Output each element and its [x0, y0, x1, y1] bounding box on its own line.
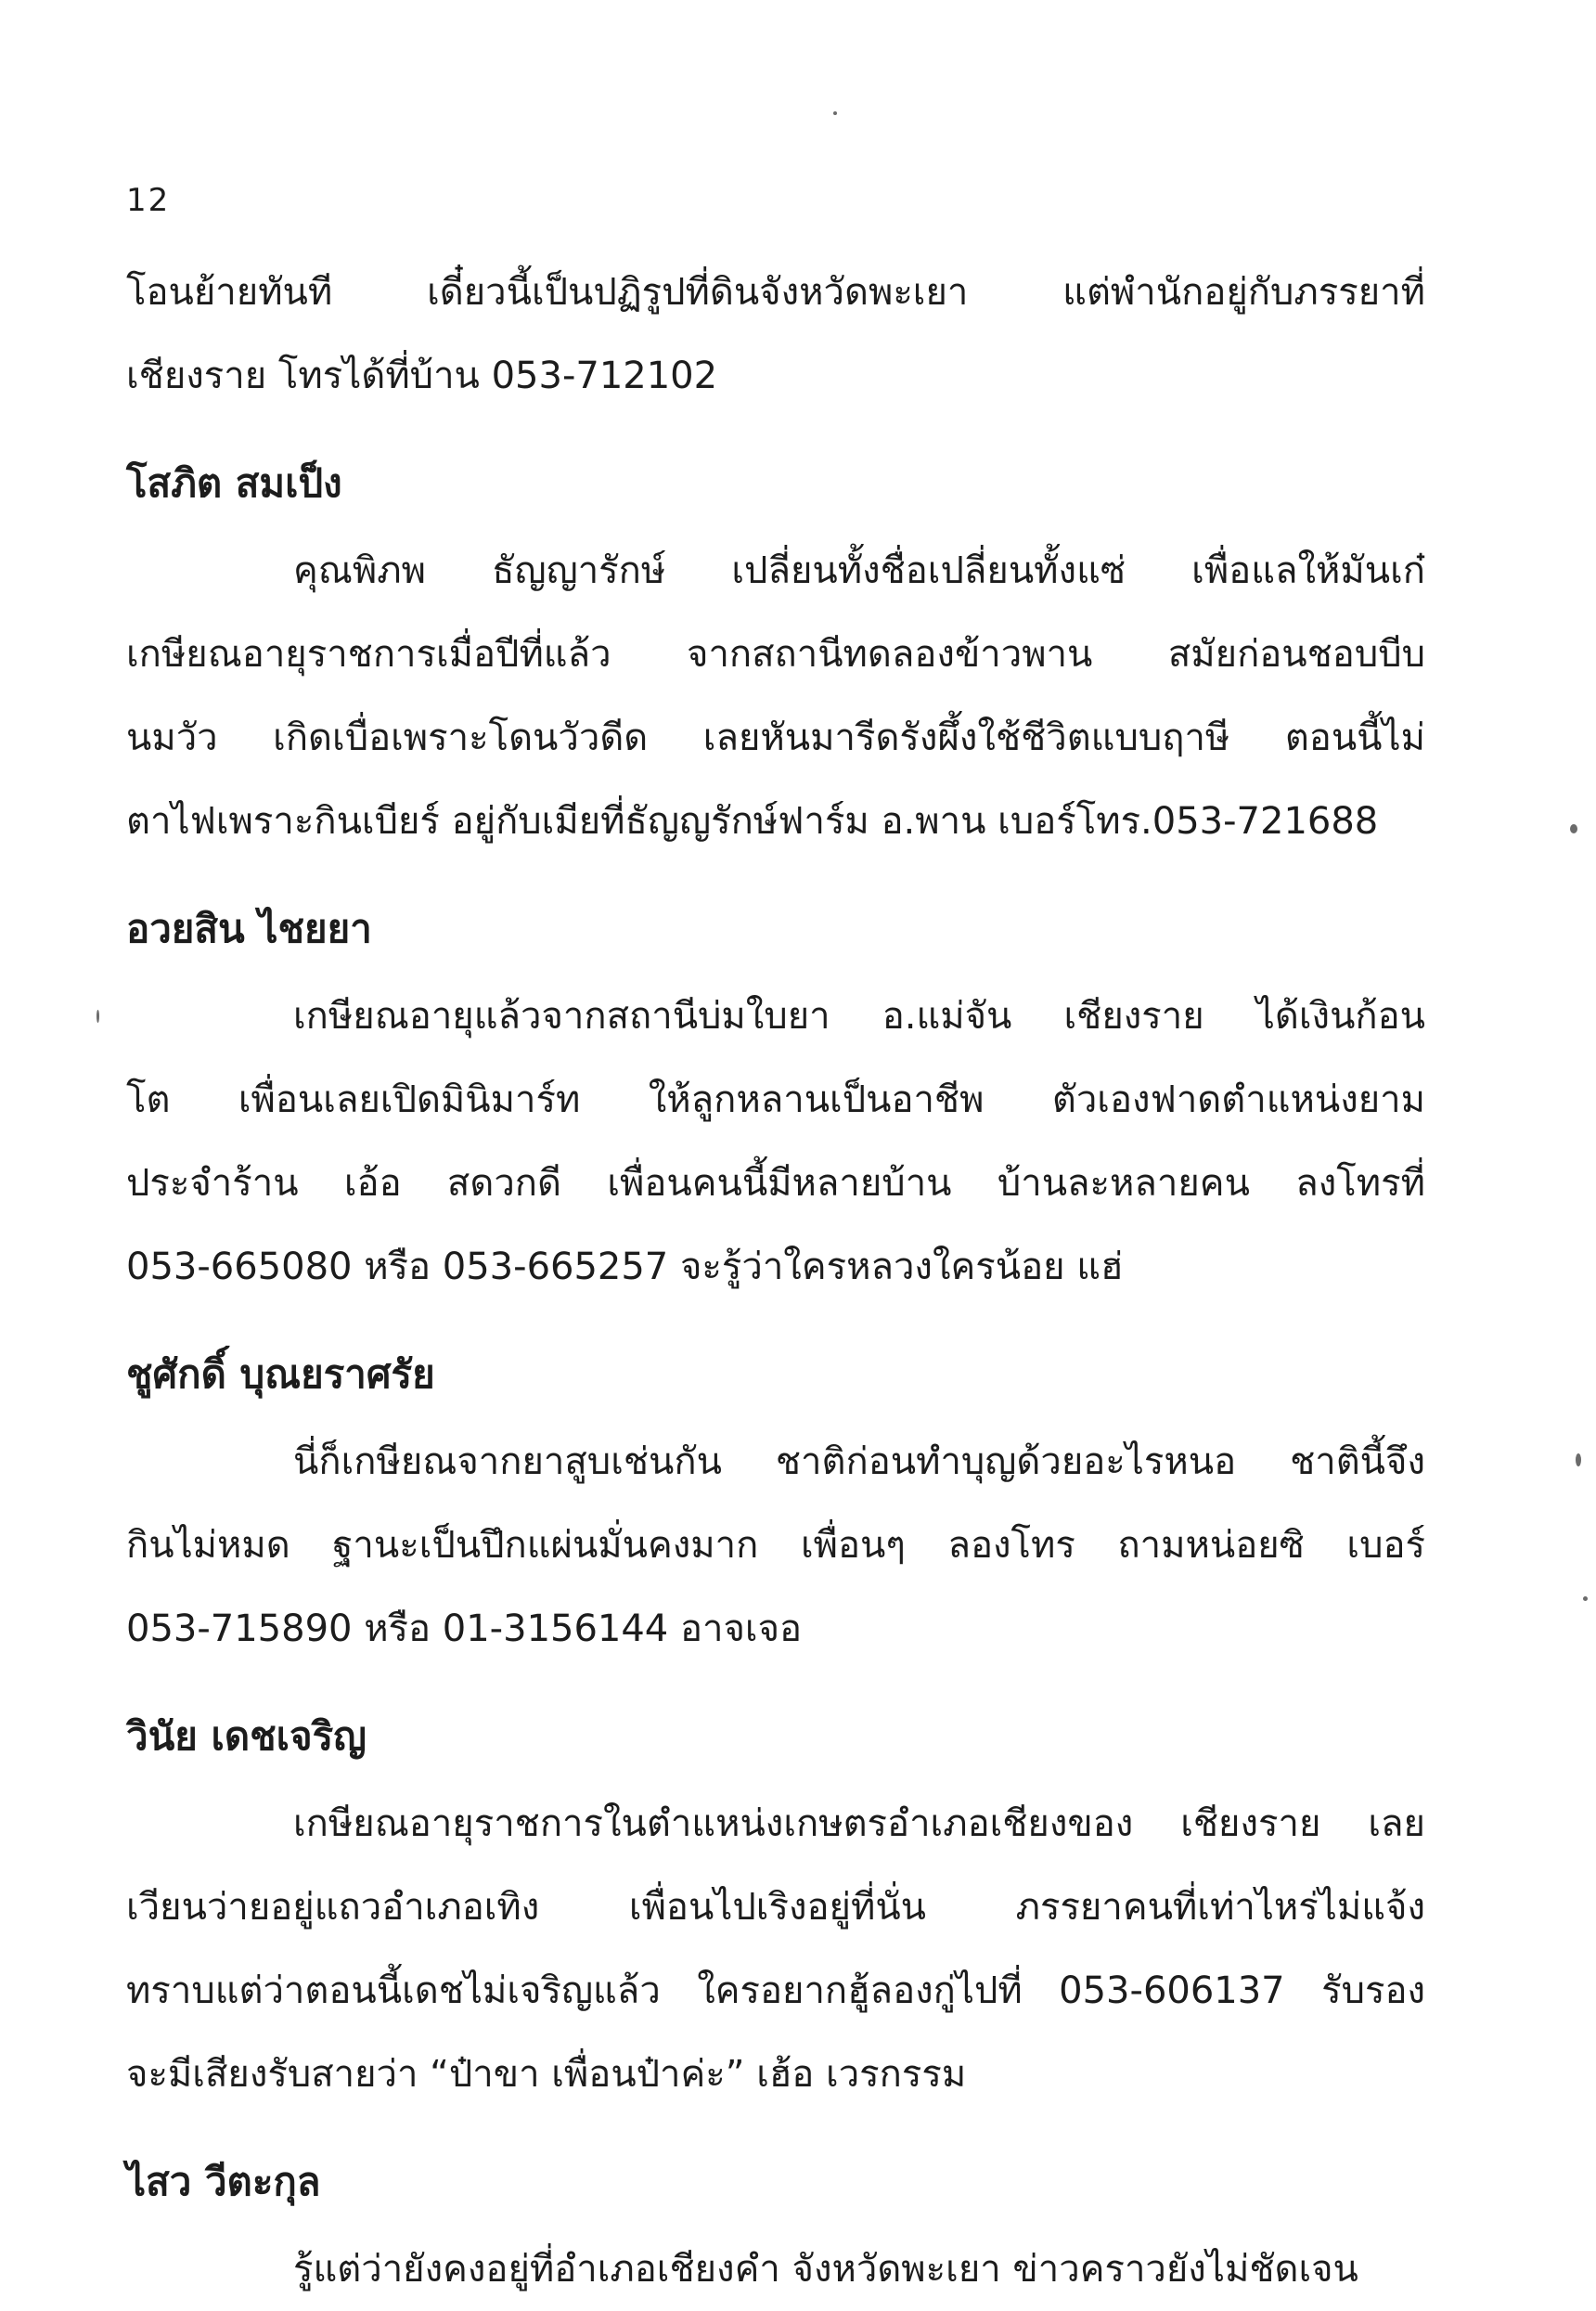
entry-section	[126, 1333, 1425, 1671]
paragraph-line: ประจำร้าน เอ้อ สดวกดี เพื่อนคนนี้มีหลายบ้าน บ้านละหลายคน ลงโทรที่	[126, 1162, 1425, 1205]
scan-speck	[833, 111, 837, 115]
paragraph-line: โอนย้ายทันที เดี๋ยวนี้เป็นปฏิรูปที่ดินจังหวัดพะเยา แต่พำนักอยู่กับภรรยาที่	[126, 271, 1425, 314]
paragraph-line: 053-665080 หรือ 053-665257 จะรู้ว่าใครหลวงใครน้อย แฮ่	[126, 1246, 1124, 1288]
paragraph-line: เวียนว่ายอยู่แถวอำเภอเทิง เพื่อนไปเริงอยู่ที่นั่น ภรรยาคนที่เท่าไหร่ไม่แจ้ง	[126, 1886, 1425, 1929]
scan-speck	[1583, 1596, 1588, 1601]
scan-speck	[1576, 1453, 1581, 1466]
entry-section	[126, 887, 1425, 1309]
paragraph-line: นี่ก็เกษียณจากยาสูบเช่นกัน ชาติก่อนทำบุญด้วยอะไรหนอ ชาตินี้จึง	[293, 1440, 1425, 1483]
entry-name: อวยสิน ไชยยา	[126, 906, 372, 951]
scan-speck	[97, 1010, 99, 1023]
paragraph-line: เกษียณอายุราชการในตำแหน่งเกษตรอำเภอเชียงของ เชียงราย เลย	[293, 1802, 1425, 1845]
paragraph-line: เกษียณอายุราชการเมื่อปีที่แล้ว จากสถานีทดลองข้าวพาน สมัยก่อนชอบบีบ	[126, 633, 1425, 676]
paragraph-line: รู้แต่ว่ายังคงอยู่ที่อำเภอเชียงคำ จังหวัดพะเยา ข่าวคราวยังไม่ชัดเจน	[293, 2248, 1358, 2291]
scan-speck	[1570, 824, 1577, 833]
entry-section	[126, 442, 1425, 863]
paragraph-line: กินไม่หมด ฐานะเป็นปึกแผ่นมั่นคงมาก เพื่อนๆ ลองโทร ถามหน่อยซิ เบอร์	[126, 1524, 1425, 1567]
paragraph-line: จะมีเสียงรับสายว่า “ป๋าขา เพื่อนป๋าค่ะ” เฮ้อ เวรกรรม	[126, 2053, 967, 2096]
paragraph-line: 053-715890 หรือ 01-3156144 อาจเจอ	[126, 1607, 803, 1650]
entry-name: วินัย เดชเจริญ	[126, 1713, 367, 1759]
paragraph-line: ตาไฟเพราะกินเบียร์ อยู่กับเมียที่ธัญญรักษ์ฟาร์ม อ.พาน เบอร์โทร.053-721688	[126, 800, 1379, 843]
paragraph-line: เกษียณอายุแล้วจากสถานีบ่มใบยา อ.แม่จัน เชียงราย ได้เงินก้อน	[293, 995, 1425, 1038]
paragraph-line: เชียงราย โทรได้ที่บ้าน 053-712102	[126, 355, 718, 397]
intro-paragraph	[126, 251, 1425, 418]
entry-section	[126, 2140, 1425, 2311]
entry-name: ไสว วีตะกุล	[126, 2159, 321, 2204]
entry-name: ชูศักดิ์ บุณยราศรัย	[126, 1351, 435, 1397]
page-content	[126, 251, 1425, 2311]
paragraph-line: ทราบแต่ว่าตอนนี้เดชไม่เจริญแล้ว ใครอยากฮู้ลองกู่ไปที่ 053-606137 รับรอง	[126, 1969, 1425, 2012]
paragraph-line: โต เพื่อนเลยเปิดมินิมาร์ท ให้ลูกหลานเป็นอาชีพ ตัวเองฟาดตำแหน่งยาม	[126, 1078, 1425, 1121]
entry-section	[126, 1695, 1425, 2116]
entry-name: โสภิต สมเป็ง	[126, 460, 342, 506]
page-number: 12	[126, 182, 171, 219]
paragraph-line: คุณพิภพ ธัญญารักษ์ เปลี่ยนทั้งชื่อเปลี่ยนทั้งแซ่ เพื่อแลให้มันเก๋	[293, 549, 1425, 592]
paragraph-line: นมวัว เกิดเบื่อเพราะโดนวัวดีด เลยหันมารีดรังผึ้งใช้ชีวิตแบบฤาษี ตอนนี้ไม่	[126, 717, 1425, 759]
